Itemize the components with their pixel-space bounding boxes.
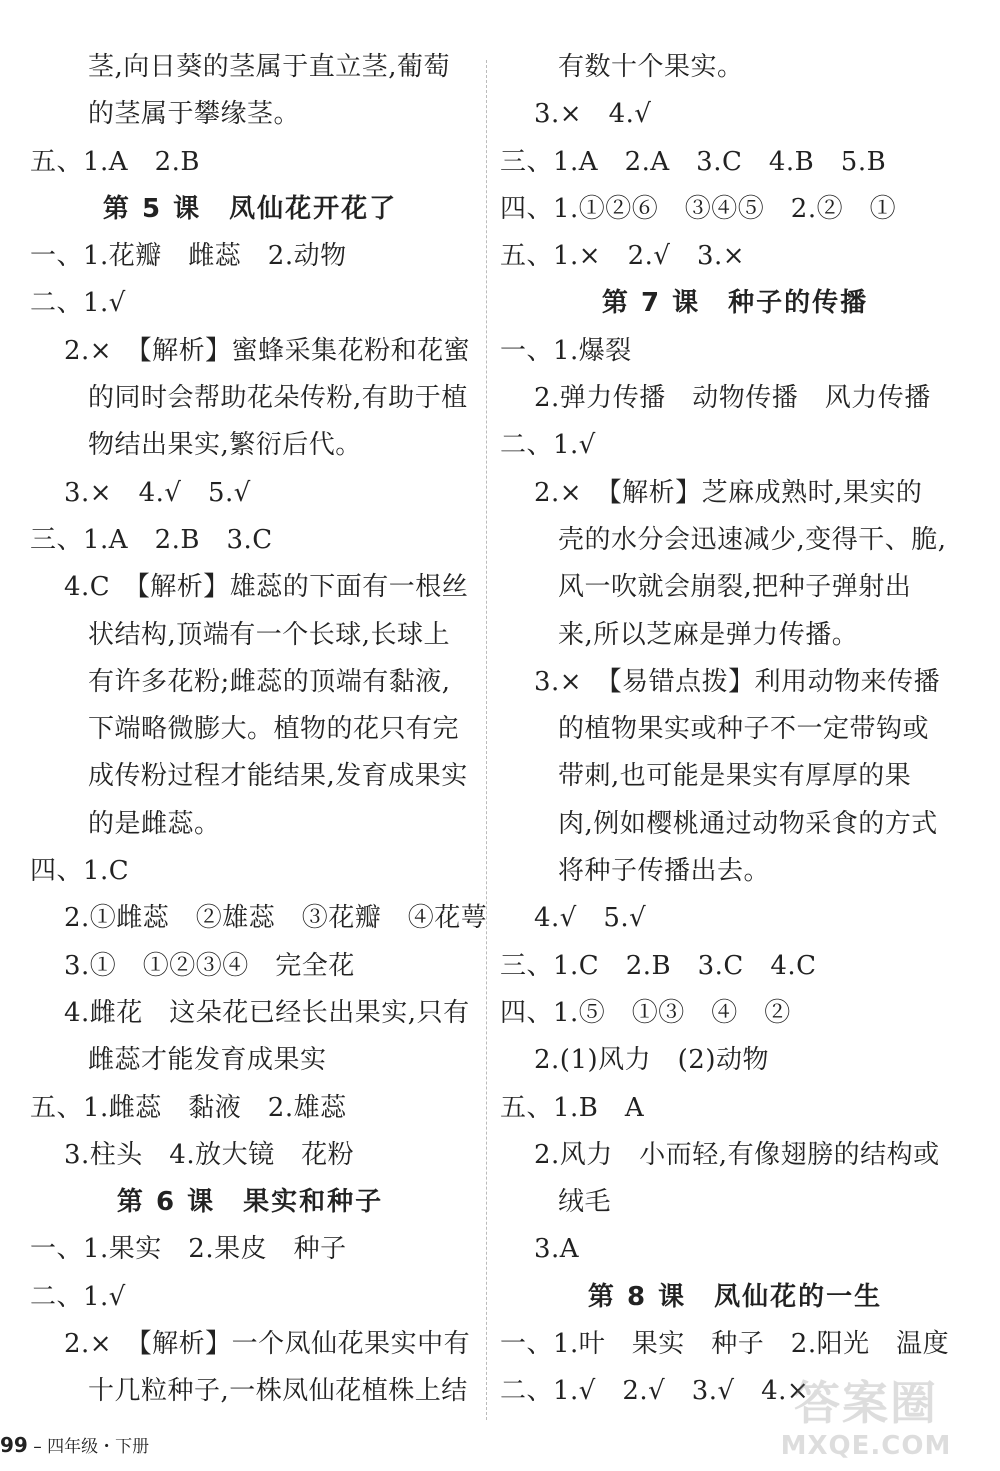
answer-line: 雌蕊才能发育成果实 — [88, 1045, 327, 1076]
answer-line: 一、1.花瓣 雌蕊 2.动物 — [30, 241, 347, 272]
watermark-logo — [746, 1375, 986, 1465]
answer-line: 的是雌蕊。 — [88, 808, 221, 839]
page-footer — [0, 1428, 149, 1462]
answer-line: 三、1.C 2.B 3.C 4.C — [500, 950, 817, 981]
answer-line: 的植物果实或种子不一定带钩或 — [558, 714, 930, 745]
answer-line: 来,所以芝麻是弹力传播。 — [558, 619, 859, 650]
answer-line: 3.× 4.√ — [534, 99, 652, 130]
answer-line: 2.× 【解析】一个凤仙花果实中有 — [64, 1329, 471, 1360]
answer-line: 3.× 【易错点拨】利用动物来传播 — [534, 666, 941, 697]
answer-line: 五、1.× 2.√ 3.× — [500, 241, 746, 272]
lesson-heading: 第 8 课 凤仙花的一生 — [587, 1281, 883, 1312]
answer-line: 茎,向日葵的茎属于直立茎,葡萄 — [88, 52, 451, 82]
column-divider — [486, 60, 487, 1420]
answer-line: 五、1.A 2.B — [30, 146, 200, 177]
answer-line: 四、1.C — [30, 856, 130, 887]
answer-line: 4.C 【解析】雄蕊的下面有一根丝 — [64, 572, 469, 603]
answer-line: 2.× 【解析】芝麻成熟时,果实的 — [534, 477, 923, 508]
answer-line: 有许多花粉;雌蕊的顶端有黏液, — [88, 666, 451, 697]
answer-line: 带刺,也可能是果实有厚厚的果 — [558, 761, 912, 792]
answer-line: 成传粉过程才能结果,发育成果实 — [88, 761, 468, 792]
watermark-bottom: MXQE.COM — [780, 1431, 952, 1461]
answer-line: 将种子传播出去。 — [558, 856, 771, 887]
answer-line: 一、1.叶 果实 种子 2.阳光 温度 — [500, 1329, 950, 1360]
answer-line: 3.柱头 4.放大镜 花粉 — [64, 1139, 355, 1170]
lesson-heading: 第 5 课 凤仙花开花了 — [102, 193, 398, 224]
answer-line: 绒毛 — [558, 1187, 612, 1218]
answer-line: 三、1.A 2.B 3.C — [30, 524, 273, 555]
answer-line: 物结出果实,繁衍后代。 — [88, 430, 362, 461]
right-column — [500, 44, 970, 1416]
answer-line: 三、1.A 2.A 3.C 4.B 5.B — [500, 146, 887, 177]
answer-line: 二、1.√ — [30, 288, 126, 319]
answer-line: 3.× 4.√ 5.√ — [64, 477, 251, 508]
left-column — [30, 44, 488, 1416]
answer-line: 2.①雌蕊 ②雄蕊 ③花瓣 ④花萼 — [64, 903, 488, 934]
answer-line: 五、1.B A — [500, 1092, 645, 1123]
answer-line: 2.× 【解析】蜜蜂采集花粉和花蜜 — [64, 335, 471, 366]
answer-line: 的茎属于攀缘茎。 — [88, 99, 301, 130]
answer-line: 2.弹力传播 动物传播 风力传播 — [534, 383, 931, 414]
answer-line: 二、1.√ 2.√ 3.√ 4.× — [500, 1376, 810, 1407]
answer-line: 二、1.√ — [30, 1281, 126, 1312]
answer-line: 四、1.①②⑥ ③④⑤ 2.② ① — [500, 193, 897, 224]
answer-line: 二、1.√ — [500, 430, 596, 461]
answer-line: 五、1.雌蕊 黏液 2.雄蕊 — [30, 1092, 347, 1123]
lesson-heading: 第 6 课 果实和种子 — [116, 1187, 384, 1218]
answer-line: 下端略微膨大。植物的花只有完 — [88, 714, 460, 745]
answer-line: 3.A — [534, 1234, 580, 1265]
answer-line: 风一吹就会崩裂,把种子弹射出 — [558, 572, 912, 603]
footer-dash: – — [33, 1437, 42, 1457]
answer-line: 十几粒种子,一株凤仙花植株上结 — [88, 1376, 468, 1407]
answer-line: 状结构,顶端有一个长球,长球上 — [88, 619, 451, 650]
watermark-top: 答案圈 — [794, 1376, 938, 1430]
answer-line: 一、1.果实 2.果皮 种子 — [30, 1234, 347, 1265]
answer-line: 2.风力 小而轻,有像翅膀的结构或 — [534, 1139, 940, 1170]
book-label: 四年级・下册 — [47, 1437, 150, 1457]
answer-line: 2.(1)风力 (2)动物 — [534, 1045, 769, 1076]
answer-line: 的同时会帮助花朵传粉,有助于植 — [88, 383, 468, 414]
answer-line: 一、1.爆裂 — [500, 335, 632, 366]
answer-line: 3.① ①②③④ 完全花 — [64, 950, 355, 981]
answer-line: 有数十个果实。 — [558, 52, 744, 82]
answer-line: 四、1.⑤ ①③ ④ ② — [500, 997, 791, 1028]
answer-line: 4.√ 5.√ — [534, 903, 647, 934]
answer-line: 肉,例如樱桃通过动物采食的方式 — [558, 808, 938, 839]
page-number: 99 — [0, 1433, 28, 1457]
answer-line: 壳的水分会迅速减少,变得干、脆, — [558, 524, 947, 555]
lesson-heading: 第 7 课 种子的传播 — [601, 288, 869, 319]
answer-line: 4.雌花 这朵花已经长出果实,只有 — [64, 997, 470, 1028]
